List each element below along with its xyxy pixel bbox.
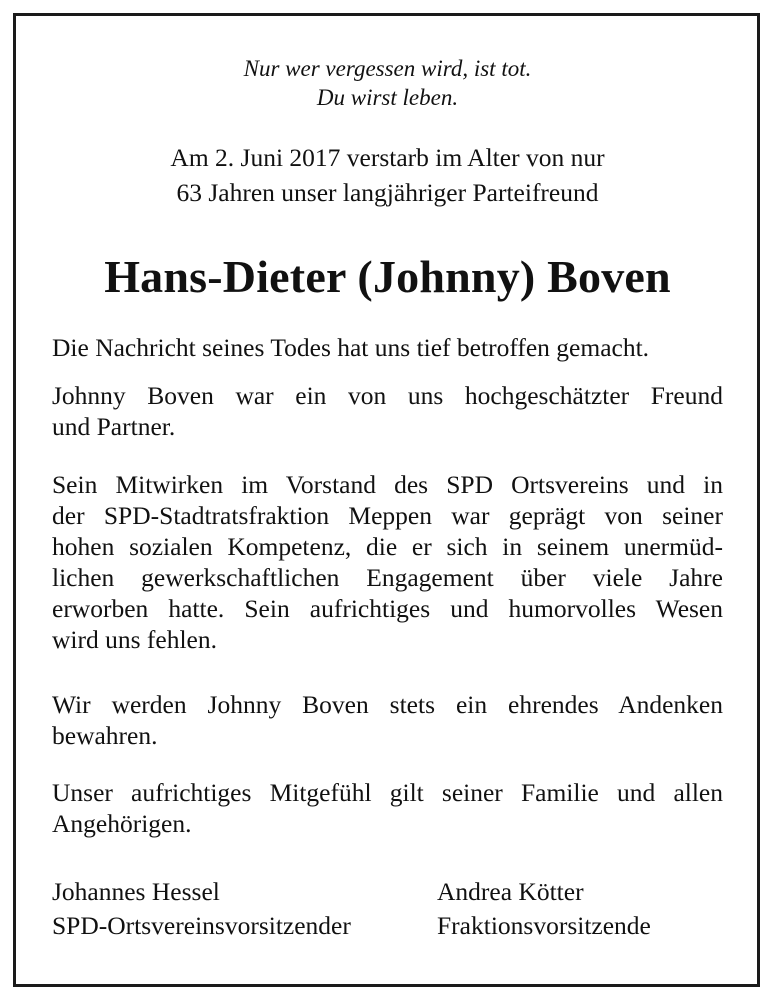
- paragraph-engagement: [52, 469, 723, 655]
- paragraph-engagement-line-6: wird uns fehlen.: [52, 625, 218, 654]
- signature-right: [437, 875, 651, 943]
- paragraph-engagement-line-1: Sein Mitwirken im Vorstand des SPD Ortsvereins und in: [52, 470, 723, 499]
- paragraph-news: [52, 332, 723, 363]
- paragraph-engagement-line-5: erworben hatte. Sein aufrichtiges und humorvolles Wesen: [52, 594, 723, 623]
- paragraph-remembrance-line-2: bewahren.: [52, 721, 158, 750]
- paragraph-condolence: [52, 777, 723, 839]
- paragraph-condolence-line-1: Unser aufrichtiges Mitgefühl gilt seiner Familie und allen: [52, 778, 723, 807]
- deceased-name: Hans-Dieter (Johnny) Boven: [104, 251, 671, 302]
- paragraph-engagement-line-2: der SPD-Stadtratsfraktion Meppen war geprägt von seiner: [52, 501, 723, 530]
- paragraph-friend-line-2: und Partner.: [52, 412, 176, 441]
- paragraph-condolence-line-2: Angehörigen.: [52, 809, 192, 838]
- signature-right-role: Fraktionsvorsitzende: [437, 911, 651, 940]
- paragraph-engagement-line-4: lichen gewerkschaftlichen Engagement über viele Jahre: [52, 563, 723, 592]
- death-announcement-line-1: Am 2. Juni 2017 verstarb im Alter von nur: [170, 143, 605, 172]
- signature-left: [52, 875, 351, 943]
- paragraph-friend-line-1: Johnny Boven war ein von uns hochgeschätzter Freund: [52, 381, 723, 410]
- paragraph-remembrance: [52, 689, 723, 751]
- motto-line-1: Nur wer vergessen wird, ist tot.: [243, 56, 532, 81]
- signature-right-name: Andrea Kötter: [437, 877, 584, 906]
- paragraph-remembrance-line-1: Wir werden Johnny Boven stets ein ehrendes Andenken: [52, 690, 723, 719]
- motto-line-2: Du wirst leben.: [316, 85, 459, 110]
- signature-left-name: Johannes Hessel: [52, 877, 220, 906]
- obituary-frame: [13, 13, 760, 987]
- motto: [52, 54, 723, 112]
- paragraph-friend: [52, 380, 723, 442]
- death-announcement-line-2: 63 Jahren unser langjähriger Parteifreund: [176, 178, 599, 207]
- paragraph-news-line-1: Die Nachricht seines Todes hat uns tief betroffen gemacht.: [52, 333, 650, 362]
- death-announcement: [52, 140, 723, 210]
- paragraph-engagement-line-3: hohen sozialen Kompetenz, die er sich in seinem unermüd-: [52, 532, 723, 561]
- signature-left-role: SPD-Ortsvereinsvorsitzender: [52, 911, 351, 940]
